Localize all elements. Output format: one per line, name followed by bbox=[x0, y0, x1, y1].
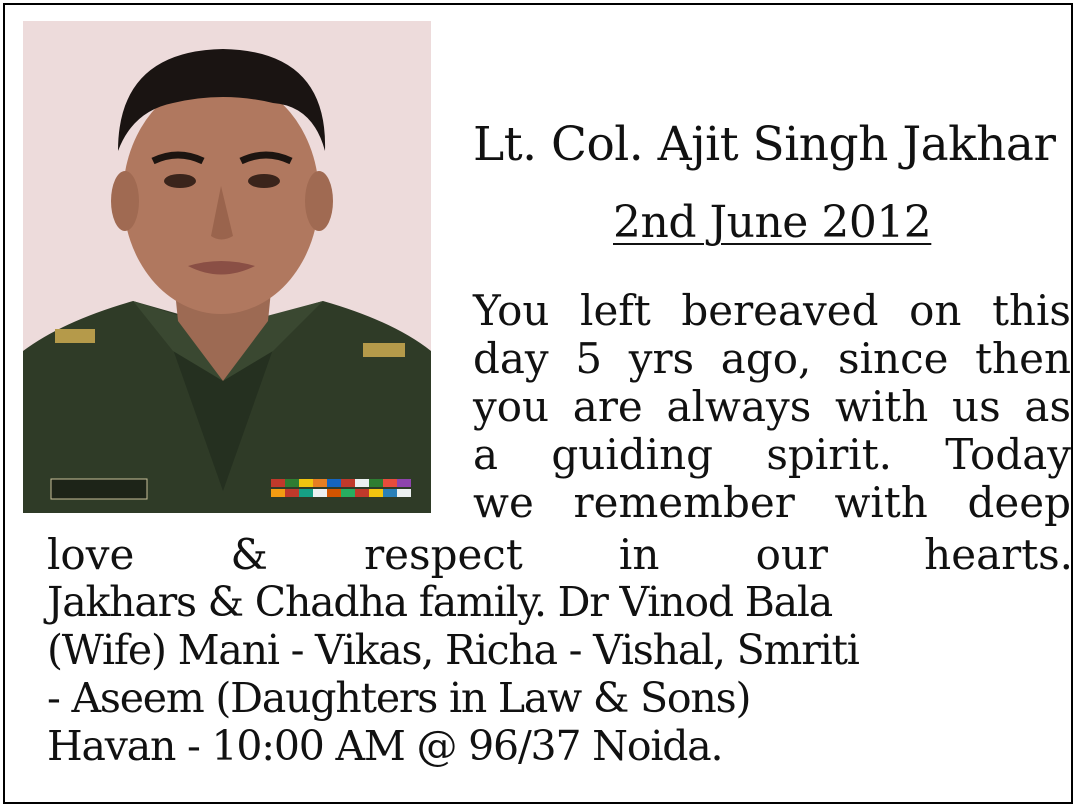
family-line: Jakhars & Chadha family. Dr Vinod Bala bbox=[47, 578, 833, 626]
deceased-name: Lt. Col. Ajit Singh Jakhar bbox=[473, 117, 1056, 172]
remembrance-date: 2nd June 2012 bbox=[613, 197, 932, 248]
portrait-photo bbox=[23, 21, 431, 513]
havan-details: Havan - 10:00 AM @ 96/37 Noida. bbox=[47, 722, 723, 770]
family-line: (Wife) Mani - Vikas, Richa - Vishal, Smriti bbox=[47, 626, 859, 674]
message-line: a guiding spirit. Today bbox=[473, 430, 1071, 479]
message-line-wide: love & respect in our hearts. bbox=[47, 530, 1073, 579]
message-line: we remember with deep bbox=[473, 478, 1071, 527]
family-line: - Aseem (Daughters in Law & Sons) bbox=[47, 674, 751, 722]
obituary-notice bbox=[3, 3, 1073, 804]
message-line: you are always with us as bbox=[473, 382, 1071, 431]
message-line: day 5 yrs ago, since then bbox=[473, 334, 1071, 383]
message-line: You left bereaved on this bbox=[473, 286, 1071, 335]
